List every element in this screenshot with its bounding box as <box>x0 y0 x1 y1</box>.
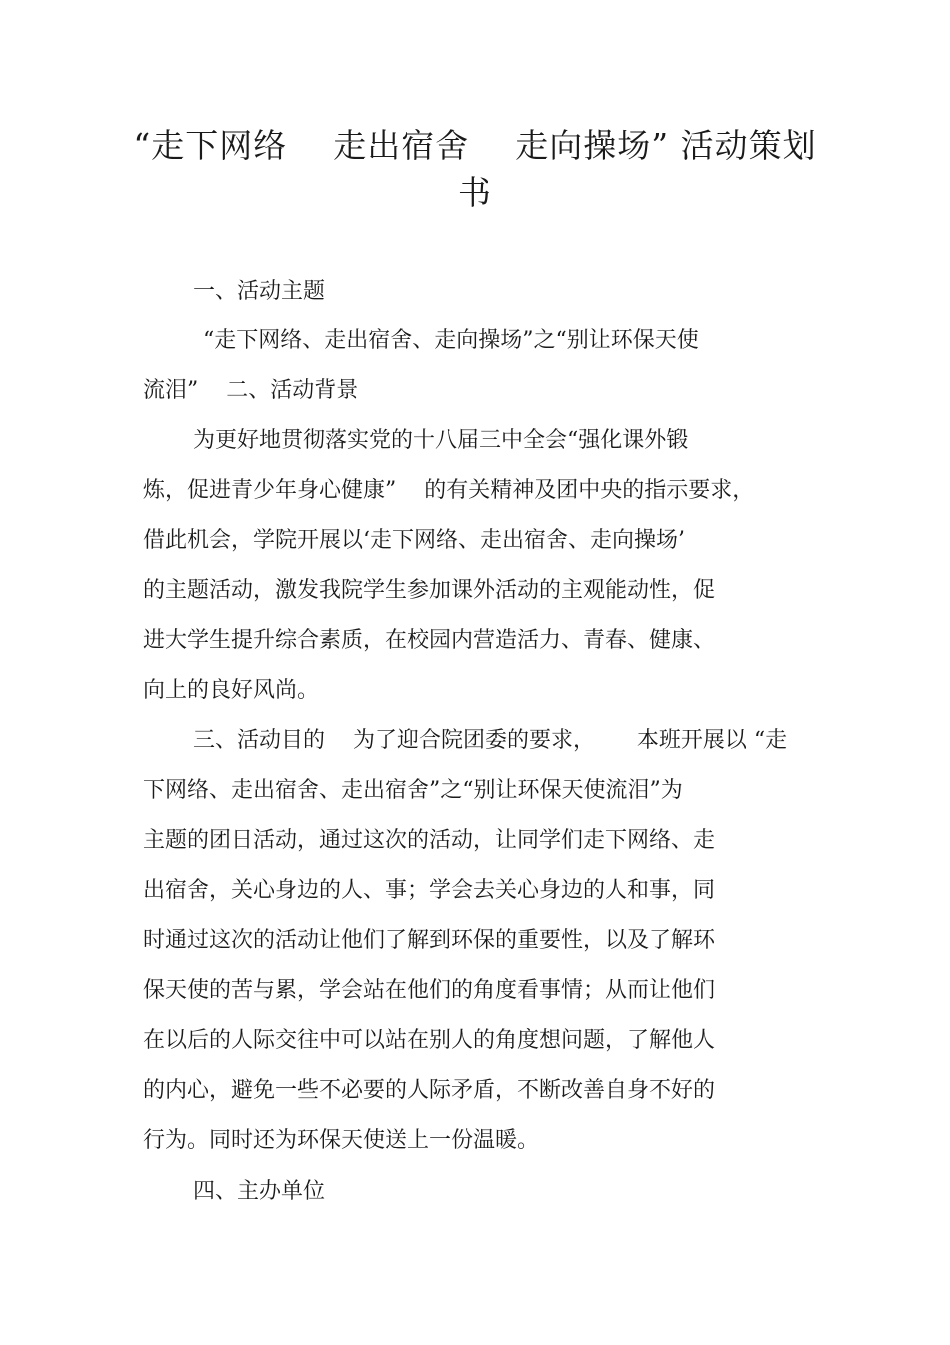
section-heading-organizer: 四、主办单位 <box>193 1179 326 1204</box>
body-line: 为更好地贯彻落实党的十八届三中全会“强化课外锻 <box>193 428 689 453</box>
body-line: “走下网络、走出宿舍、走向操场”之“别让环保天使 <box>203 328 699 353</box>
section-heading-theme: 一、活动主题 <box>193 279 326 304</box>
body-line: 行为。同时还为环保天使送上一份温暖。 <box>143 1128 540 1153</box>
body-line: 向上的良好风尚。 <box>143 678 320 703</box>
body-line: 出宿舍，关心身边的人、事；学会去关心身边的人和事，同 <box>143 878 716 903</box>
body-line: 的主题活动，激发我院学生参加课外活动的主观能动性，促 <box>143 578 716 603</box>
body-line: 的内心，避免一些不必要的人际矛盾，不断改善自身不好的 <box>143 1078 716 1103</box>
section-heading-purpose: 三、活动目的 为了迎合院团委的要求， 本班开展以 “走 <box>193 728 788 753</box>
body-line: 流泪” 二、活动背景 <box>143 378 359 403</box>
body-line: 在以后的人际交往中可以站在别人的角度想问题，了解他人 <box>143 1028 716 1053</box>
body-line: 炼，促进青少年身心健康” 的有关精神及团中央的指示要求， <box>143 478 755 503</box>
body-line: 时通过这次的活动让他们了解到环保的重要性，以及了解环 <box>143 928 716 953</box>
title-line-1: “走下网络 走出宿舍 走向操场” 活动策划 <box>133 126 817 165</box>
body-line: 主题的团日活动，通过这次的活动，让同学们走下网络、走 <box>143 828 716 853</box>
body-line: 下网络、走出宿舍、走出宿舍”之“别让环保天使流泪”为 <box>143 778 683 803</box>
body-line: 保天使的苦与累，学会站在他们的角度看事情；从而让他们 <box>143 978 716 1003</box>
body-line: 进大学生提升综合素质，在校园内营造活力、青春、健康、 <box>143 628 716 653</box>
body-line: 借此机会，学院开展以‘走下网络、走出宿舍、走向操场’ <box>143 528 685 553</box>
title-line-2: 书 <box>458 173 492 212</box>
